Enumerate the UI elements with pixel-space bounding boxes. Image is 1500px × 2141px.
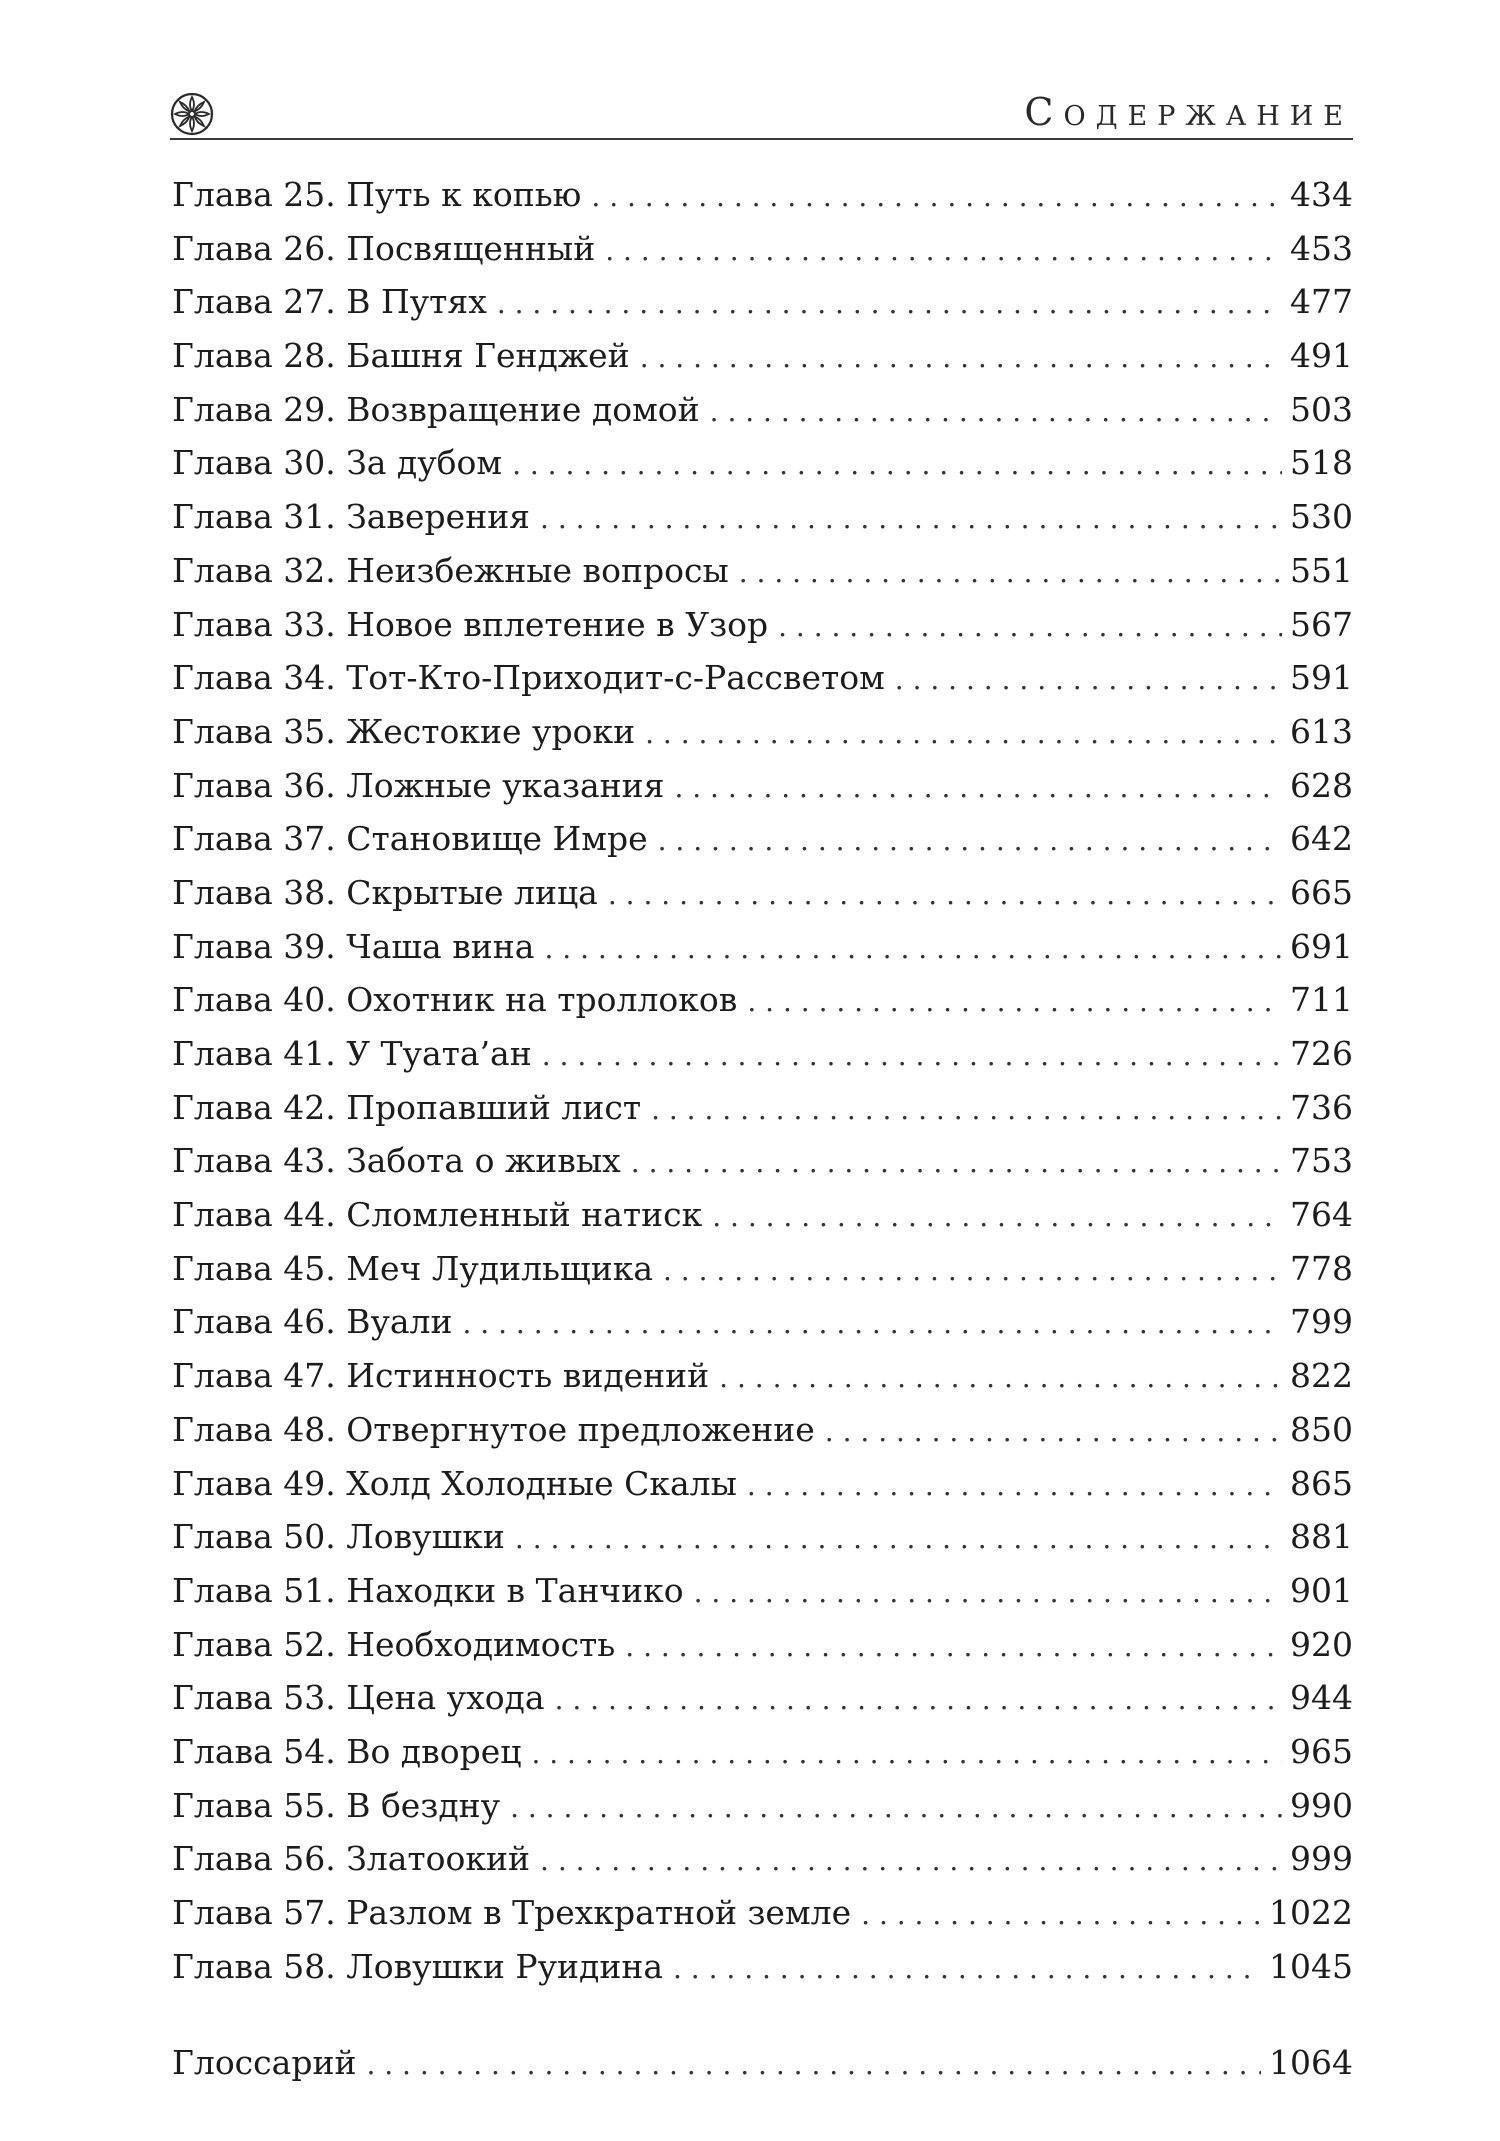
toc-entry-glossary <box>172 2036 1353 2090</box>
dot-leader <box>531 1727 1282 1781</box>
dot-leader <box>631 1136 1282 1190</box>
toc-entry-page: 764 <box>1290 1195 1353 1235</box>
dot-leader <box>544 922 1282 976</box>
dot-leader <box>645 707 1282 761</box>
dot-leader <box>540 492 1282 546</box>
page-header <box>170 86 1353 140</box>
dot-leader <box>861 1888 1261 1942</box>
dot-leader <box>778 600 1282 654</box>
toc-entry-title: Глава 51. Находки в Танчико <box>172 1570 684 1610</box>
dot-leader <box>747 1459 1282 1513</box>
toc-entry-title: Глава 36. Ложные указания <box>172 765 665 805</box>
toc-entry-page: 822 <box>1290 1356 1353 1396</box>
toc-entry-page: 778 <box>1290 1248 1353 1288</box>
dot-leader <box>605 224 1282 278</box>
toc-entry <box>172 866 1353 920</box>
toc-entry-title: Глава 25. Путь к копью <box>172 175 582 214</box>
toc-entry <box>172 1349 1353 1403</box>
dot-leader <box>710 385 1282 439</box>
toc-entry-page: 799 <box>1290 1302 1353 1342</box>
table-of-contents <box>172 168 1353 1993</box>
toc-entry-page: 736 <box>1290 1087 1353 1127</box>
toc-entry-title: Глава 41. У Туата’ан <box>172 1034 532 1073</box>
toc-entry <box>172 1779 1353 1833</box>
dot-leader <box>651 1083 1282 1137</box>
toc-entry-title: Глава 34. Тот-Кто-Приходит-с-Рассветом <box>172 658 885 698</box>
toc-entry-page: 665 <box>1290 872 1353 912</box>
toc-entry-title: Глава 38. Скрытые лица <box>172 872 598 912</box>
toc-entry-title: Глава 35. Жестокие уроки <box>172 711 636 751</box>
toc-entry-page: 850 <box>1290 1409 1353 1449</box>
toc-entry-page: 999 <box>1290 1839 1353 1879</box>
toc-entry-title: Глава 48. Отвергнутое предложение <box>172 1409 815 1449</box>
toc-entry-title: Глава 55. В бездну <box>172 1785 501 1825</box>
dot-leader <box>625 1620 1282 1674</box>
toc-entry <box>172 490 1353 544</box>
dot-leader <box>497 277 1282 331</box>
toc-entry-page: 613 <box>1290 711 1353 751</box>
toc-entry-page: 1064 <box>1269 2043 1353 2082</box>
toc-entry <box>172 651 1353 705</box>
toc-entry-title: Глава 50. Ловушки <box>172 1517 505 1557</box>
toc-entry-page: 591 <box>1290 658 1353 698</box>
toc-entry <box>172 1403 1353 1457</box>
toc-entry-page: 944 <box>1290 1678 1353 1718</box>
toc-entry <box>172 1564 1353 1618</box>
dot-leader <box>663 1244 1282 1298</box>
dot-leader <box>825 1405 1282 1459</box>
dot-leader <box>719 1351 1282 1405</box>
toc-entry-page: 491 <box>1290 336 1353 376</box>
toc-entry <box>172 1081 1353 1135</box>
toc-entry <box>172 1671 1353 1725</box>
dot-leader <box>463 1297 1283 1351</box>
dot-leader <box>640 331 1282 385</box>
dot-leader <box>747 975 1282 1029</box>
toc-entry-title: Глава 47. Истинность видений <box>172 1356 710 1396</box>
toc-entry-title: Глава 53. Цена ухода <box>172 1678 545 1718</box>
toc-entry <box>172 920 1353 974</box>
toc-entry-page: 1045 <box>1269 1946 1353 1986</box>
toc-entry-title: Глава 30. За дубом <box>172 443 503 483</box>
toc-entry-title: Глава 27. В Путях <box>172 282 487 322</box>
toc-entry-page: 628 <box>1290 765 1353 805</box>
toc-entry-title: Глава 49. Холд Холодные Скалы <box>172 1463 737 1503</box>
toc-entry-page: 965 <box>1290 1731 1353 1771</box>
header-rule <box>170 138 1353 140</box>
toc-entry <box>172 1457 1353 1511</box>
toc-entry-page: 503 <box>1290 389 1353 429</box>
toc-entry-title: Глава 44. Сломленный натиск <box>172 1195 703 1235</box>
toc-entry-title: Глоссарий <box>172 2043 357 2082</box>
toc-entry <box>172 383 1353 437</box>
toc-entry-title: Глава 43. Забота о живых <box>172 1141 621 1181</box>
toc-entry-page: 865 <box>1290 1463 1353 1503</box>
toc-entry <box>172 1242 1353 1296</box>
toc-entry-title: Глава 39. Чаша вина <box>172 926 535 966</box>
toc-entry-title: Глава 52. Необходимость <box>172 1624 616 1664</box>
toc-entry-page: 990 <box>1290 1785 1353 1825</box>
toc-entry <box>172 544 1353 598</box>
toc-entry <box>172 1510 1353 1564</box>
toc-entry <box>172 1027 1353 1081</box>
toc-entry-page: 567 <box>1290 604 1353 644</box>
toc-entry <box>172 812 1353 866</box>
toc-entry <box>172 1832 1353 1886</box>
toc-entry <box>172 168 1353 222</box>
toc-entry-page: 642 <box>1290 819 1353 859</box>
dot-leader <box>555 1673 1282 1727</box>
toc-entry <box>172 598 1353 652</box>
toc-entry <box>172 222 1353 276</box>
toc-entry-title: Глава 28. Башня Генджей <box>172 336 630 376</box>
toc-entry <box>172 759 1353 813</box>
toc-entry <box>172 1886 1353 1940</box>
toc-entry <box>172 1188 1353 1242</box>
wheel-emblem-icon <box>170 92 214 136</box>
toc-entry-title: Глава 58. Ловушки Руидина <box>172 1946 663 1986</box>
running-title: Содержание <box>1024 90 1353 134</box>
dot-leader <box>674 761 1282 815</box>
dot-leader <box>712 1190 1282 1244</box>
toc-entry-title: Глава 46. Вуали <box>172 1302 453 1342</box>
toc-entry-page: 518 <box>1290 443 1353 483</box>
toc-entry <box>172 1940 1353 1994</box>
toc-entry-page: 1022 <box>1269 1893 1353 1932</box>
toc-entry <box>172 275 1353 329</box>
toc-entry-title: Глава 54. Во дворец <box>172 1731 522 1771</box>
toc-entry <box>172 436 1353 490</box>
dot-leader <box>540 1834 1282 1888</box>
toc-entry-title: Глава 37. Становище Имре <box>172 819 648 859</box>
toc-entry-page: 726 <box>1290 1034 1353 1073</box>
toc-entry-title: Глава 31. Заверения <box>172 497 531 537</box>
toc-entry-page: 691 <box>1290 926 1353 966</box>
dot-leader <box>739 546 1282 600</box>
toc-entry-title: Глава 42. Пропавший лист <box>172 1087 642 1127</box>
toc-entry-page: 920 <box>1290 1624 1353 1664</box>
toc-entry-title: Глава 40. Охотник на троллоков <box>172 980 738 1020</box>
toc-entry <box>172 1725 1353 1779</box>
dot-leader <box>673 1942 1261 1996</box>
toc-entry-page: 477 <box>1290 282 1353 322</box>
toc-entry-page: 551 <box>1290 550 1353 590</box>
toc-entry <box>172 329 1353 383</box>
dot-leader <box>366 2038 1261 2092</box>
dot-leader <box>658 814 1282 868</box>
dot-leader <box>608 868 1282 922</box>
toc-entry-title: Глава 33. Новое вплетение в Узор <box>172 604 769 644</box>
dot-leader <box>694 1566 1282 1620</box>
toc-entry <box>172 973 1353 1027</box>
toc-entry-page: 530 <box>1290 497 1353 537</box>
dot-leader <box>512 438 1282 492</box>
toc-entry-title: Глава 29. Возвращение домой <box>172 389 700 429</box>
dot-leader <box>591 170 1282 224</box>
dot-leader <box>510 1781 1282 1835</box>
dot-leader <box>515 1512 1282 1566</box>
toc-entry-page: 434 <box>1290 175 1353 214</box>
toc-entry-page: 453 <box>1290 228 1353 268</box>
toc-entry-title: Глава 56. Златоокий <box>172 1839 531 1879</box>
toc-entry-title: Глава 57. Разлом в Трехкратной земле <box>172 1893 852 1932</box>
toc-entry <box>172 1295 1353 1349</box>
toc-entry-page: 711 <box>1290 980 1353 1020</box>
toc-entry-title: Глава 32. Неизбежные вопросы <box>172 550 729 590</box>
toc-entry-title: Глава 45. Меч Лудильщика <box>172 1248 653 1288</box>
dot-leader <box>895 653 1282 707</box>
toc-entry <box>172 1134 1353 1188</box>
toc-entry-title: Глава 26. Посвященный <box>172 228 596 268</box>
toc-entry-page: 753 <box>1290 1141 1353 1181</box>
dot-leader <box>542 1029 1282 1083</box>
toc-entry <box>172 705 1353 759</box>
toc-entry-page: 901 <box>1290 1570 1353 1610</box>
toc-entry <box>172 1618 1353 1672</box>
toc-entry-page: 881 <box>1290 1517 1353 1557</box>
